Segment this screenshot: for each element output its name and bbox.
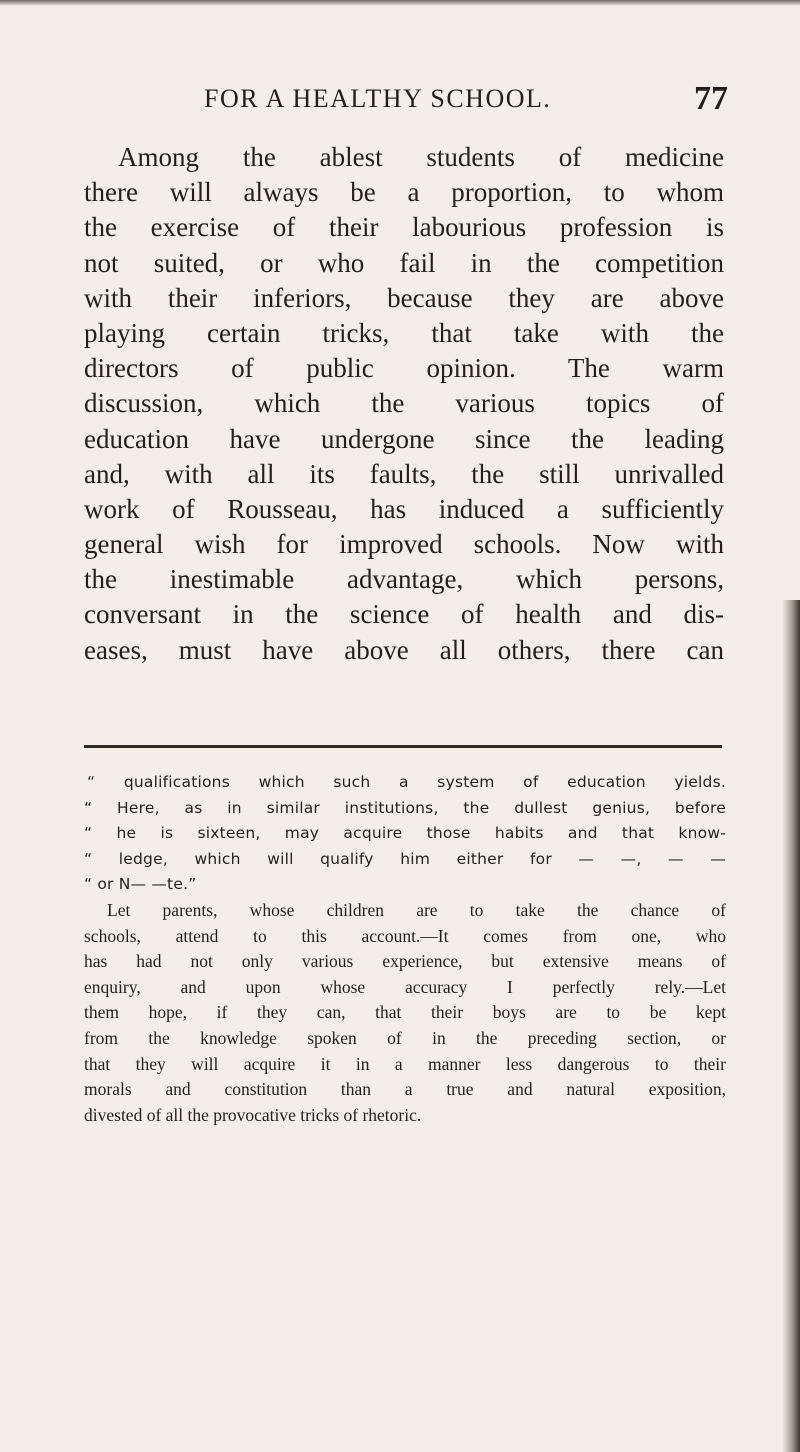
body-line: not suited, or who fail in the competition xyxy=(84,247,724,278)
footnote-text-line: them hope, if they can, that their boys are to be kept xyxy=(84,1002,726,1023)
footnote-text-line: Let parents, whose children are to take the chance of xyxy=(107,899,726,920)
body-line: the inestimable advantage, which persons, xyxy=(84,564,724,595)
body-line: discussion, which the various topics of xyxy=(84,388,724,419)
body-line: playing certain tricks, that take with the xyxy=(84,317,724,348)
footnote-text-line: from the knowledge spoken of in the preceding section, or xyxy=(84,1027,726,1048)
page-top-edge xyxy=(0,0,800,6)
body-line: the exercise of their labourious profession is xyxy=(84,212,724,243)
footnote-text-line: schools, attend to this account.—It comes from one, who xyxy=(84,925,726,946)
footnote-quote-line: “ he is sixteen, may acquire those habits and that know- xyxy=(84,824,726,843)
body-line: and, with all its faults, the still unrivalled xyxy=(84,458,724,489)
body-line: conversant in the science of health and dis- xyxy=(84,599,724,630)
footnote xyxy=(84,770,726,1128)
body-line: Among the ablest students of medicine xyxy=(118,142,724,172)
body-line: directors of public opinion. The warm xyxy=(84,353,724,384)
running-head xyxy=(0,80,800,124)
footnote-quote-line: “ Here, as in similar institutions, the dullest genius, before xyxy=(84,798,726,817)
body-line: work of Rousseau, has induced a sufficiently xyxy=(84,493,724,524)
body-paragraph xyxy=(84,140,724,668)
body-line: general wish for improved schools. Now with xyxy=(84,529,724,560)
running-title: FOR A HEALTHY SCHOOL. xyxy=(204,84,552,113)
footnote-quote-line: “ or N— —te.” xyxy=(84,875,197,894)
footnote-rule xyxy=(84,745,722,748)
footnote-text-line: morals and constitution than a true and natural exposition, xyxy=(84,1079,726,1100)
footnote-text-line: has had not only various experience, but extensive means of xyxy=(84,951,726,972)
footnote-text-line: that they will acquire it in a manner less dangerous to their xyxy=(84,1053,726,1074)
footnote-quote-line: “ ledge, which will qualify him either for — —, — — xyxy=(84,849,726,868)
footnote-text-line: divested of all the provocative tricks of rhetoric. xyxy=(84,1104,422,1125)
footnote-text-line: enquiry, and upon whose accuracy I perfectly rely.—Let xyxy=(84,976,726,997)
body-line: with their inferiors, because they are above xyxy=(84,282,724,313)
body-line: education have undergone since the leading xyxy=(84,423,724,454)
page-binding-shadow xyxy=(782,600,800,1452)
footnote-quote-line: “ qualifications which such a system of education yields. xyxy=(87,773,726,791)
body-line: there will always be a proportion, to whom xyxy=(84,177,724,208)
page-number: 77 xyxy=(694,80,728,117)
body-line: eases, must have above all others, there can xyxy=(84,634,724,665)
